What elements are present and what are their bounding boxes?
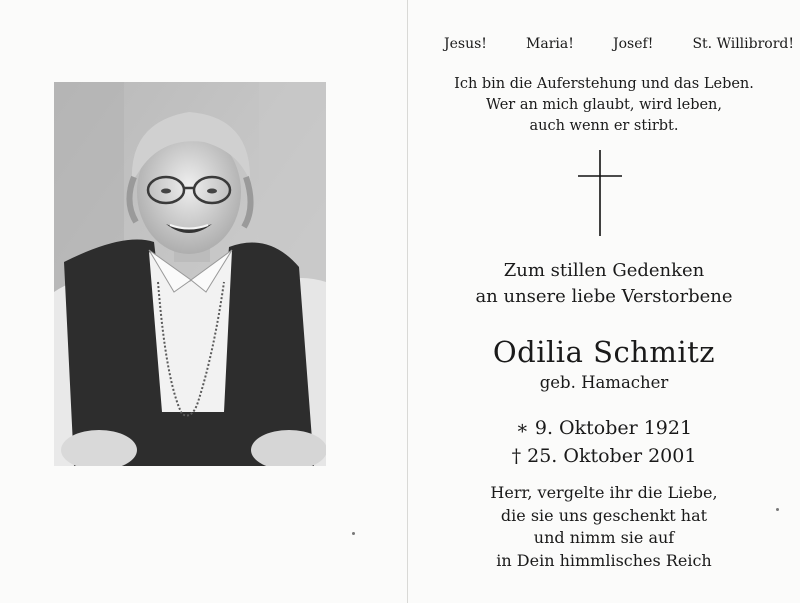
deceased-name: Odilia Schmitz [492, 335, 716, 369]
memorial-line: Zum stillen Gedenken [503, 260, 705, 281]
print-speck [776, 508, 779, 511]
birth-date: ∗ 9. Oktober 1921 [515, 417, 693, 439]
maiden-name: geb. Hamacher [539, 373, 669, 392]
invocation-josef: Josef! [613, 36, 654, 52]
prayer-line: in Dein himmlisches Reich [496, 550, 712, 570]
bible-verse [408, 74, 800, 137]
invocation-jesus: Jesus! [444, 36, 487, 52]
right-panel [408, 0, 800, 603]
latin-cross-icon [578, 150, 622, 236]
invocations [444, 36, 794, 56]
prayer-line: die sie uns geschenkt hat [500, 505, 708, 525]
invocation-willibrord: St. Willibrord! [692, 36, 794, 52]
invocation-maria: Maria! [526, 36, 574, 52]
prayer-line: und nimm sie auf [533, 528, 675, 547]
verse-line: Ich bin die Auferstehung und das Leben. [454, 76, 754, 92]
portrait-photo [54, 82, 326, 466]
closing-prayer [408, 482, 800, 572]
verse-line: Wer an mich glaubt, wird leben, [485, 97, 723, 113]
memorial-line: an unsere liebe Verstorbene [475, 286, 733, 307]
death-date: † 25. Oktober 2001 [511, 445, 697, 467]
memorial-heading [408, 258, 800, 310]
life-dates [408, 414, 800, 470]
verse-line: auch wenn er stirbt. [529, 118, 679, 134]
print-speck [352, 532, 355, 535]
prayer-line: Herr, vergelte ihr die Liebe, [490, 483, 718, 502]
